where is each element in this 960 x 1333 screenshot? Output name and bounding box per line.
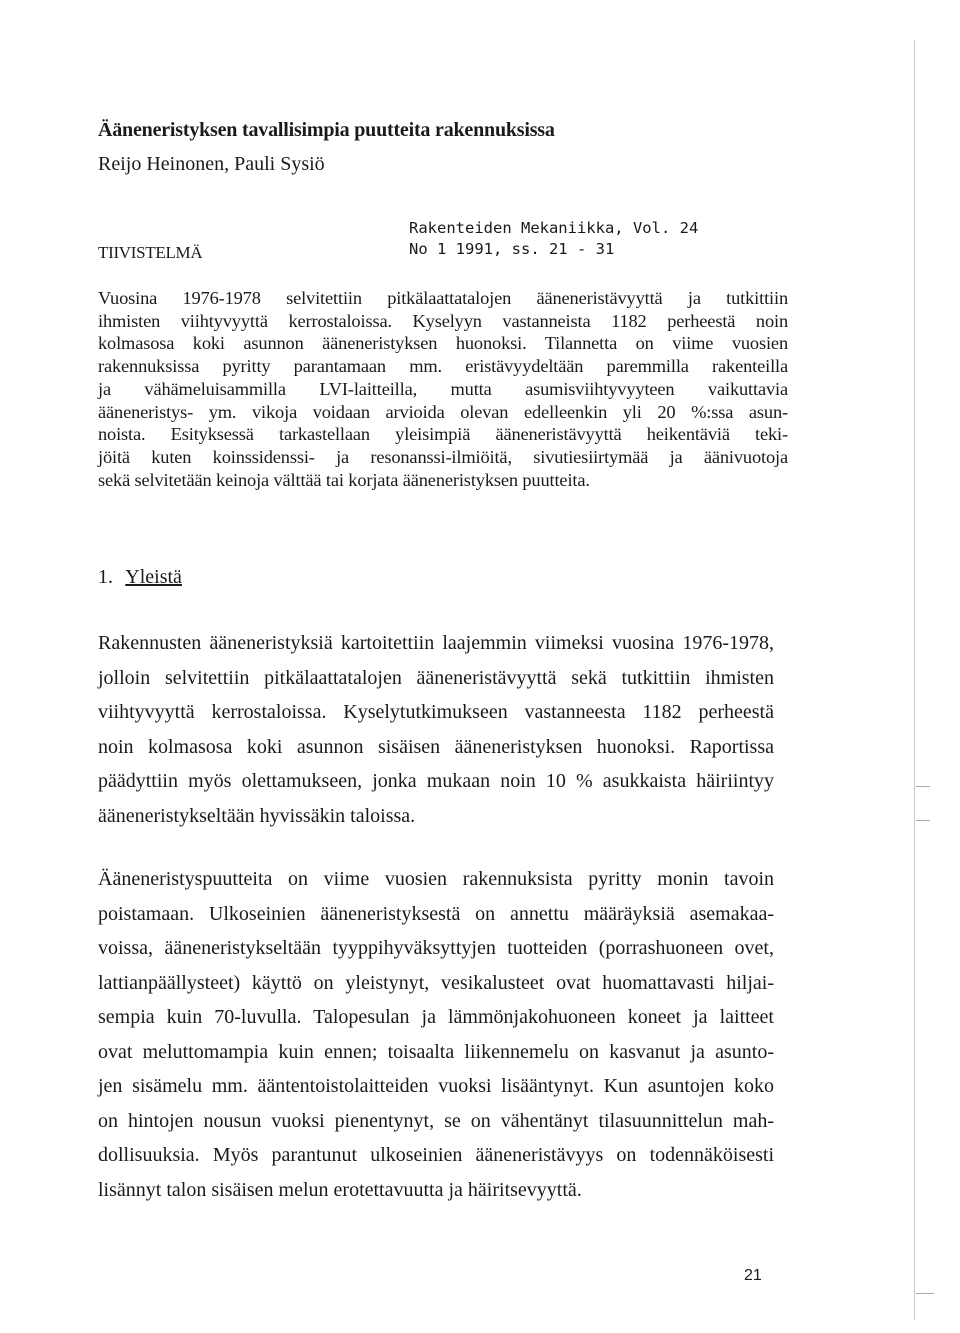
paragraph-line: on hintojen nousun vuoksi pienentynyt, se on vähentänyt tilasuunnittelun mah- bbox=[98, 1109, 774, 1132]
journal-line-1: Rakenteiden Mekaniikka, Vol. 24 bbox=[409, 219, 699, 237]
margin-tick bbox=[916, 820, 930, 821]
paragraph-line: poistamaan. Ulkoseinien ääneneristyksestä on annettu määräyksiä asemakaa- bbox=[98, 902, 774, 925]
paper-title: Ääneneristyksen tavallisimpia puutteita rakennuksissa bbox=[98, 119, 555, 141]
body-paragraph-2 bbox=[98, 862, 774, 1207]
paragraph-line: ovat meluttomampia kuin ennen; toisaalta liikennemelu on kasvanut ja asunto- bbox=[98, 1040, 774, 1063]
paragraph-line: lattianpäällysteet) käyttö on yleistynyt, vesikalusteet ovat huomattavasti hiljai- bbox=[98, 971, 774, 994]
journal-line-2: No 1 1991, ss. 21 - 31 bbox=[409, 240, 615, 258]
abstract-text bbox=[98, 287, 788, 491]
abstract-label: TIIVISTELMÄ bbox=[98, 243, 203, 262]
paragraph-line: voissa, ääneneristykseltään tyyppihyväksyttyjen tuotteiden (porrashuoneen ovet, bbox=[98, 937, 774, 959]
section-number: 1. bbox=[98, 566, 113, 588]
paragraph-line: dollisuuksia. Myös parantunut ulkoseinien ääneneristävyys on todennäköisesti bbox=[98, 1144, 774, 1166]
page-number: 21 bbox=[744, 1267, 762, 1284]
paragraph-line: lisännyt talon sisäisen melun erotettavuutta ja häiritsevyyttä. bbox=[98, 1178, 582, 1201]
margin-rule bbox=[914, 40, 915, 1320]
body-paragraph-1 bbox=[98, 626, 774, 833]
paragraph-line: Ääneneristyspuutteita on viime vuosien rakennuksista pyritty monin tavoin bbox=[98, 868, 774, 890]
paragraph-line: Rakennusten ääneneristyksiä kartoitettiin laajemmin viimeksi vuosina 1976-1978, bbox=[98, 632, 774, 654]
abstract-line: ja vähämeluisammilla LVI-laitteilla, mutta asumisviihtyvyyteen vaikuttavia bbox=[98, 378, 788, 399]
paragraph-line: sempia kuin 70-luvulla. Talopesulan ja lämmönjakohuoneen koneet ja laitteet bbox=[98, 1006, 774, 1028]
paragraph-line: jolloin selvitettiin pitkälaattatalojen ääneneristävyyttä sekä tutkittiin ihmisten bbox=[98, 666, 774, 689]
journal-reference bbox=[409, 218, 698, 260]
paragraph-line: päädyttiin myös olettamukseen, jonka mukaan noin 10 % asukkaista häiriintyy bbox=[98, 770, 774, 792]
abstract-line: ääneneristys- ym. vikoja voidaan arvioida olevan edelleenkin yli 20 %:ssa asun- bbox=[98, 401, 788, 422]
paragraph-line: ääneneristykseltään hyvissäkin taloissa. bbox=[98, 804, 416, 827]
abstract-line: Vuosina 1976-1978 selvitettiin pitkälaattatalojen ääneneristävyyttä ja tutkittiin bbox=[98, 288, 788, 308]
margin-tick bbox=[916, 1293, 934, 1294]
section-title: Yleistä bbox=[125, 566, 182, 588]
paragraph-line: viihtyvyyttä kerrostaloissa. Kyselytutkimukseen vastanneesta 1182 perheestä bbox=[98, 701, 774, 723]
abstract-line: rakennuksissa pyritty parantamaan mm. eristävyydeltään paremmilla rakenteilla bbox=[98, 356, 788, 377]
abstract-line: ihmisten viihtyvyyttä kerrostaloissa. Kyselyyn vastanneista 1182 perheestä noin bbox=[98, 310, 788, 331]
abstract-line: sekä selvitetään keinoja välttää tai korjata ääneneristyksen puutteita. bbox=[98, 469, 590, 490]
abstract-line: jöitä kuten koinssidenssi- ja resonanssi-ilmiöitä, sivutiesiirtymää ja äänivuotoja bbox=[98, 446, 788, 467]
paper-authors: Reijo Heinonen, Pauli Sysiö bbox=[98, 153, 325, 175]
abstract-line: kolmasosa koki asunnon ääneneristyksen huonoksi. Tilannetta on viime vuosien bbox=[98, 333, 788, 354]
section-heading bbox=[98, 566, 182, 589]
margin-tick bbox=[916, 786, 930, 787]
paragraph-line: noin kolmasosa koki asunnon sisäisen ääneneristyksen huonoksi. Raportissa bbox=[98, 735, 774, 758]
paragraph-line: jen sisämelu mm. ääntentoistolaitteiden vuoksi lisääntynyt. Kun asuntojen koko bbox=[98, 1075, 774, 1097]
abstract-line: noista. Esityksessä tarkastellaan yleisimpiä ääneneristävyyttä heikentäviä teki- bbox=[98, 424, 788, 445]
